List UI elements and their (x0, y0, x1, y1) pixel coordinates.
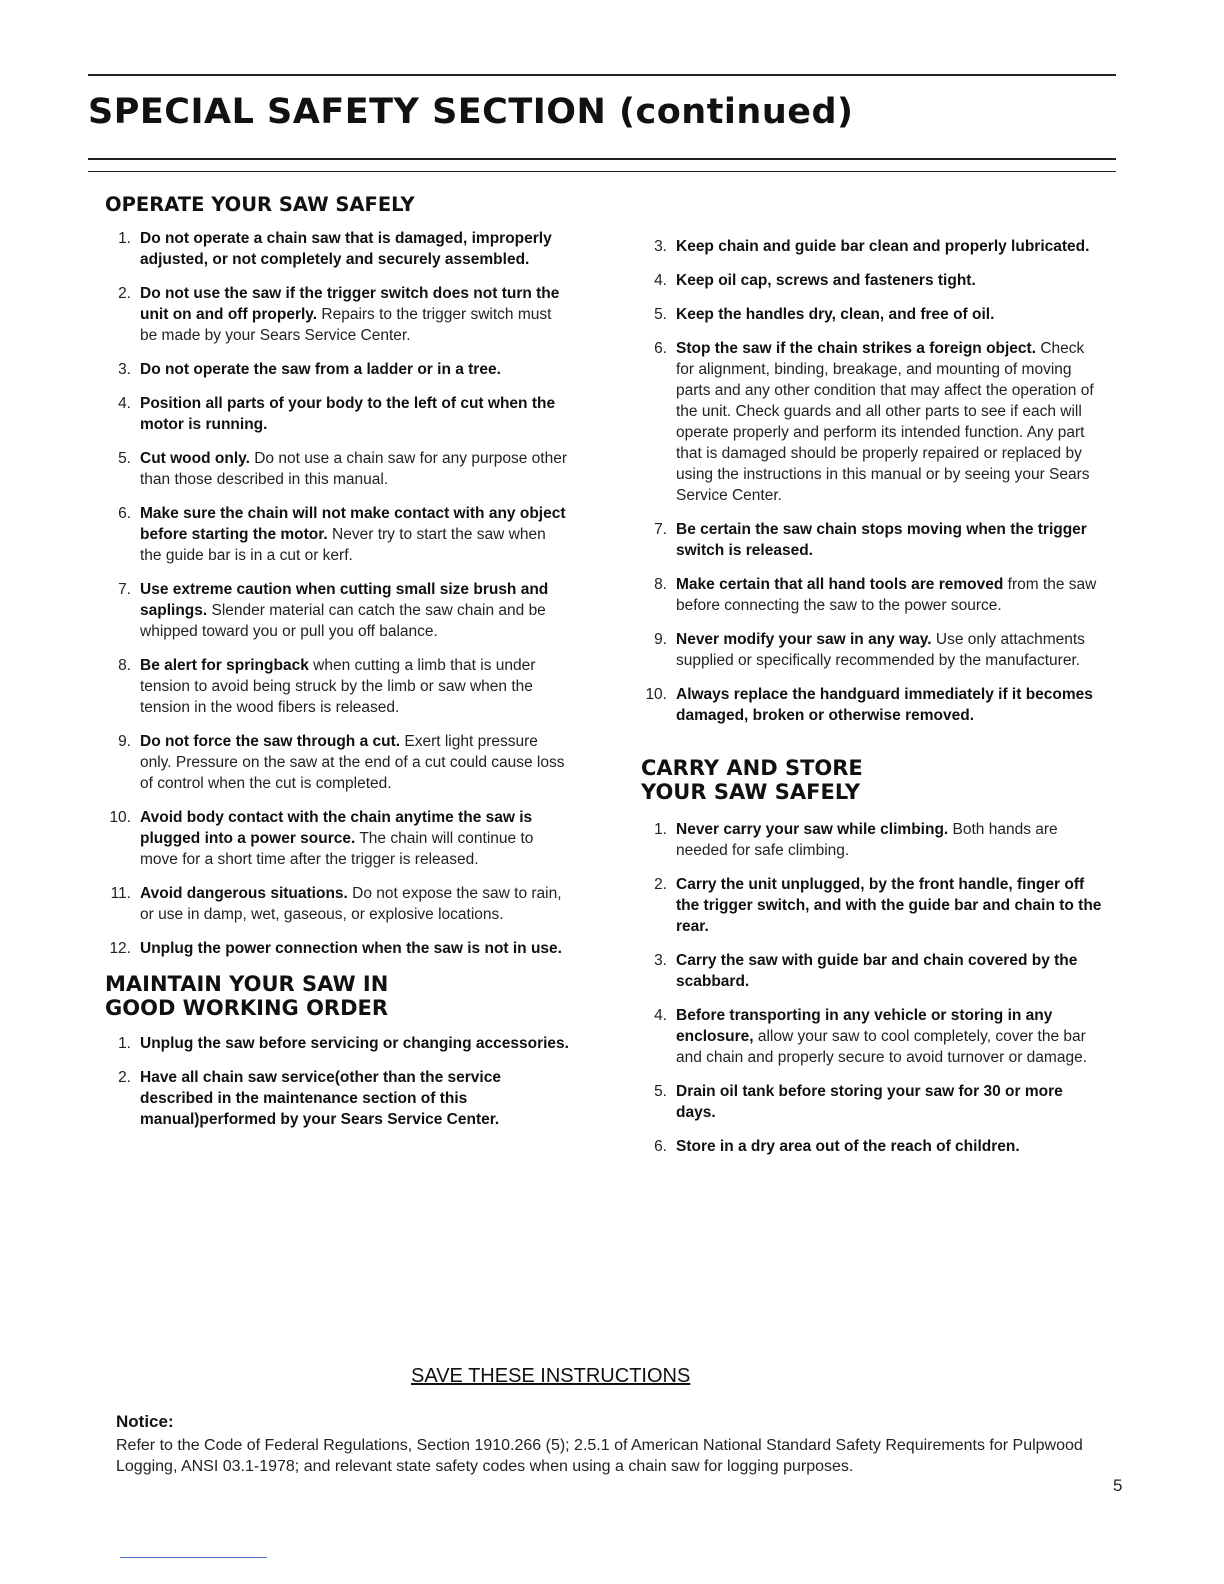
footer-rule (120, 1557, 267, 1558)
item-number: 5. (654, 306, 667, 323)
item-bold-text: Make sure the chain will not make contact with any object before starting the motor. (140, 505, 566, 543)
item-bold-text: Do not use the saw if the trigger switch does not turn the unit on and off properly. (140, 285, 560, 323)
item-text (676, 950, 1104, 992)
item-bold-text: Keep oil cap, screws and fasteners tight. (676, 272, 976, 289)
carry-heading (641, 756, 1104, 804)
item-text (140, 228, 570, 270)
list-item (105, 579, 570, 642)
item-number: 8. (118, 657, 131, 674)
item-plain-text: Do not expose the saw to rain, or use in damp, wet, gaseous, or explosive locations. (140, 885, 562, 923)
save-instructions: SAVE THESE INSTRUCTIONS (411, 1365, 691, 1387)
operate-heading: OPERATE YOUR SAW SAFELY (105, 193, 415, 216)
list-item (641, 874, 1104, 937)
item-text (140, 359, 570, 380)
list-item (641, 819, 1104, 861)
list-item (641, 629, 1104, 671)
item-text (676, 236, 1104, 257)
operate-continued-list (641, 236, 1104, 726)
item-text (676, 519, 1104, 561)
item-bold-text: Do not operate the saw from a ladder or in a tree. (140, 361, 501, 378)
item-number: 12. (109, 940, 131, 957)
item-bold-text: Do not force the saw through a cut. (140, 733, 401, 750)
title-rule-lower (88, 171, 1116, 172)
list-item (105, 448, 570, 490)
item-bold-text: Position all parts of your body to the left of cut when the motor is running. (140, 395, 556, 433)
list-item (105, 655, 570, 718)
item-number: 4. (118, 395, 131, 412)
item-text (676, 1136, 1104, 1157)
item-bold-text: Be alert for springback (140, 657, 309, 674)
item-bold-text: Keep chain and guide bar clean and properly lubricated. (676, 238, 1090, 255)
carry-heading-line2: YOUR SAW SAFELY (641, 780, 861, 804)
list-item (105, 503, 570, 566)
item-plain-text: from the saw before connecting the saw to the power source. (676, 576, 1097, 614)
item-plain-text: Check for alignment, binding, breakage, and mounting of moving parts and any other condition that may affect the operation of the unit. Check guards and all other parts to see if each will operate properly and perform its intended function. Any part that is damaged should be properly repaired or replaced by using the instructions in this manual or by seeing your Sears Service Center. (676, 340, 1094, 504)
right-column (641, 236, 1104, 1170)
list-item (641, 574, 1104, 616)
list-item (105, 228, 570, 270)
notice-text: Refer to the Code of Federal Regulations, Section 1910.266 (5); 2.5.1 of American National Standard Safety Requirements for Pulpwood Logging, ANSI 03.1-1978; and relevant state safety codes when using a chain saw for logging purposes. (116, 1437, 1083, 1475)
item-plain-text: Do not use a chain saw for any purpose other than those described in this manual. (140, 450, 567, 488)
item-bold-text: Store in a dry area out of the reach of children. (676, 1138, 1020, 1155)
item-bold-text: Carry the saw with guide bar and chain covered by the scabbard. (676, 952, 1078, 990)
item-number: 11. (110, 885, 131, 902)
item-number: 10. (109, 809, 131, 826)
list-item (641, 304, 1104, 325)
list-item (641, 1081, 1104, 1123)
item-text (676, 629, 1104, 671)
list-item (105, 883, 570, 925)
item-plain-text: allow your saw to cool completely, cover the bar and chain and properly secure to avoid turnover or damage. (676, 1028, 1087, 1066)
item-number: 10. (645, 686, 667, 703)
item-text (676, 684, 1104, 726)
item-plain-text: Never try to start the saw when the guide bar is in a cut or kerf. (140, 526, 546, 564)
item-number: 3. (118, 361, 131, 378)
item-plain-text: Slender material can catch the saw chain and be whipped toward you or pull you off balance. (140, 602, 546, 640)
item-number: 1. (118, 230, 131, 247)
maintain-heading (105, 972, 570, 1020)
item-number: 2. (654, 876, 667, 893)
item-number: 7. (118, 581, 131, 598)
carry-list (641, 819, 1104, 1157)
item-number: 4. (654, 272, 667, 289)
carry-heading-line1: CARRY AND STORE (641, 756, 863, 780)
item-bold-text: Before transporting in any vehicle or storing in any enclosure, (676, 1007, 1053, 1045)
item-number: 3. (654, 238, 667, 255)
item-bold-text: Never modify your saw in any way. (676, 631, 932, 648)
item-bold-text: Carry the unit unplugged, by the front handle, finger off the trigger switch, and with the guide bar and chain to the rear. (676, 876, 1102, 935)
left-column (105, 193, 570, 1143)
item-number: 7. (654, 521, 667, 538)
notice-heading: Notice: (116, 1412, 174, 1431)
operate-list (105, 228, 570, 959)
item-number: 1. (654, 821, 667, 838)
item-bold-text: Use extreme caution when cutting small size brush and saplings. (140, 581, 549, 619)
list-item (105, 731, 570, 794)
item-text (140, 883, 570, 925)
item-bold-text: Do not operate a chain saw that is damaged, improperly adjusted, or not completely and securely assembled. (140, 230, 552, 268)
list-item (105, 1033, 570, 1054)
item-plain-text: The chain will continue to move for a short time after the trigger is released. (140, 830, 534, 868)
item-bold-text: Avoid body contact with the chain anytime the saw is plugged into a power source. (140, 809, 533, 847)
item-number: 6. (654, 340, 667, 357)
item-plain-text: Repairs to the trigger switch must be made by your Sears Service Center. (140, 306, 552, 344)
item-text (676, 819, 1104, 861)
list-item (641, 236, 1104, 257)
item-number: 5. (118, 450, 131, 467)
item-text (676, 1081, 1104, 1123)
title-rule-upper (88, 158, 1116, 160)
item-text (140, 283, 570, 346)
item-text (140, 393, 570, 435)
item-text (140, 579, 570, 642)
item-text (140, 807, 570, 870)
top-rule (88, 74, 1116, 76)
item-text (140, 448, 570, 490)
list-item (105, 1067, 570, 1130)
item-number: 3. (654, 952, 667, 969)
item-plain-text: Both hands are needed for safe climbing. (676, 821, 1058, 859)
list-item (641, 684, 1104, 726)
item-bold-text: Have all chain saw service(other than the service described in the maintenance section of this manual)performed by your Sears Service Center. (140, 1069, 501, 1128)
item-text (676, 304, 1104, 325)
item-text (140, 1033, 570, 1054)
item-bold-text: Unplug the saw before servicing or changing accessories. (140, 1035, 569, 1052)
item-number: 6. (654, 1138, 667, 1155)
item-bold-text: Be certain the saw chain stops moving when the trigger switch is released. (676, 521, 1087, 559)
list-item (105, 938, 570, 959)
item-number: 6. (118, 505, 131, 522)
maintain-heading-line1: MAINTAIN YOUR SAW IN (105, 972, 389, 996)
item-number: 8. (654, 576, 667, 593)
list-item (641, 338, 1104, 506)
item-bold-text: Always replace the handguard immediately if it becomes damaged, broken or otherwise removed. (676, 686, 1093, 724)
item-text (676, 338, 1104, 506)
item-plain-text: when cutting a limb that is under tension to avoid being struck by the limb or saw when the tension in the wood fibers is released. (140, 657, 536, 716)
item-bold-text: Make certain that all hand tools are removed (676, 576, 1004, 593)
item-text (676, 574, 1104, 616)
item-number: 2. (118, 285, 131, 302)
item-number: 5. (654, 1083, 667, 1100)
item-plain-text: Exert light pressure only. Pressure on the saw at the end of a cut could cause loss of control when the cut is completed. (140, 733, 565, 792)
list-item (641, 950, 1104, 992)
list-item (641, 1136, 1104, 1157)
item-text (140, 503, 570, 566)
item-number: 9. (118, 733, 131, 750)
list-item (641, 519, 1104, 561)
list-item (641, 1005, 1104, 1068)
item-bold-text: Never carry your saw while climbing. (676, 821, 949, 838)
list-item (105, 393, 570, 435)
item-bold-text: Keep the handles dry, clean, and free of oil. (676, 306, 995, 323)
list-item (105, 283, 570, 346)
page-number: 5 (1113, 1476, 1123, 1495)
item-text (676, 270, 1104, 291)
item-number: 1. (118, 1035, 131, 1052)
maintain-heading-line2: GOOD WORKING ORDER (105, 996, 389, 1020)
item-text (140, 731, 570, 794)
page-title: SPECIAL SAFETY SECTION (continued) (88, 92, 854, 132)
item-number: 2. (118, 1069, 131, 1086)
item-bold-text: Avoid dangerous situations. (140, 885, 348, 902)
item-number: 4. (654, 1007, 667, 1024)
maintain-list (105, 1033, 570, 1130)
item-bold-text: Unplug the power connection when the saw is not in use. (140, 940, 562, 957)
list-item (641, 270, 1104, 291)
item-plain-text: Use only attachments supplied or specifically recommended by the manufacturer. (676, 631, 1085, 669)
item-bold-text: Stop the saw if the chain strikes a foreign object. (676, 340, 1037, 357)
list-item (105, 359, 570, 380)
item-text (676, 874, 1104, 937)
item-bold-text: Drain oil tank before storing your saw for 30 or more days. (676, 1083, 1063, 1121)
item-text (140, 938, 570, 959)
item-bold-text: Cut wood only. (140, 450, 250, 467)
item-text (140, 655, 570, 718)
item-text (676, 1005, 1104, 1068)
list-item (105, 807, 570, 870)
item-number: 9. (654, 631, 667, 648)
item-text (140, 1067, 570, 1130)
